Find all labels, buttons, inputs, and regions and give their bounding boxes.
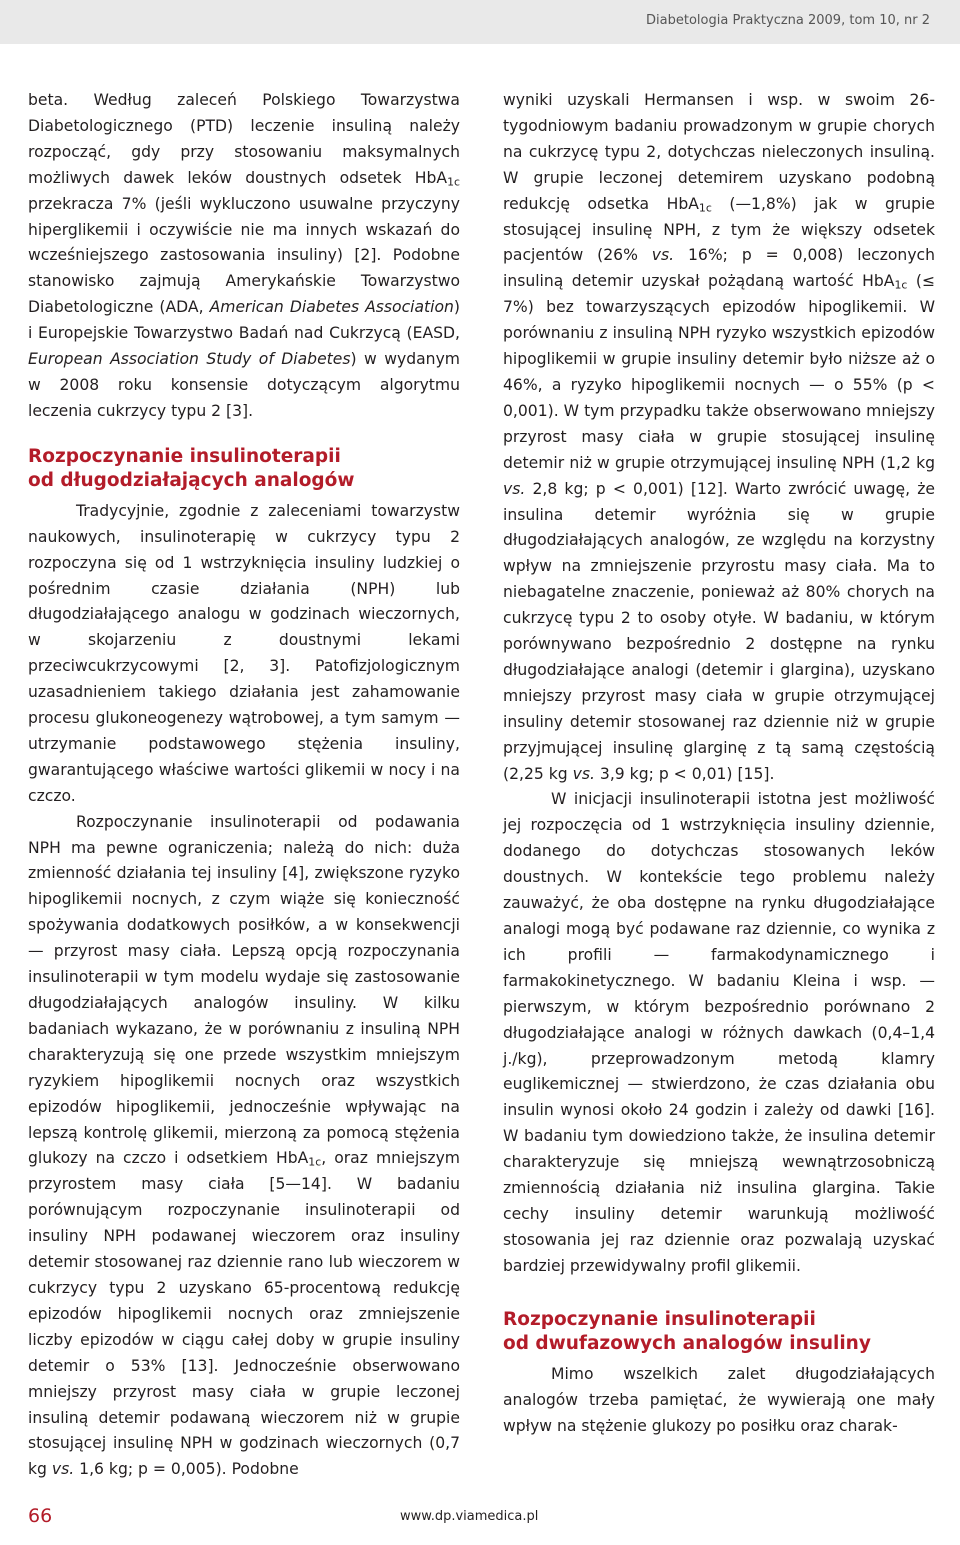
page-footer xyxy=(0,1485,960,1545)
journal-title: Diabetologia Praktyczna 2009, tom 10, nr 2 xyxy=(646,13,930,28)
paragraph: Tradycyjnie, zgodnie z zaleceniami towarzystw naukowych, insulinoterapię w cukrzycy typu 2 rozpoczyna się od 1 wstrzyknięcia insuliny ludzkiej o pośrednim czasie działania (NPH) lub długodziałającego analogu w godzinach wieczornych, w skojarzeniu z doustnymi lekami przeciwcukrzycowymi [2, 3]. Patofizjologicznym uzasadnieniem takiego działania jest zahamowanie procesu glukoneogenezy wątrobowej, a tym samym — utrzymanie podstawowego stężenia insuliny, gwarantującego właściwe wartości glikemii w nocy i na czczo. xyxy=(28,501,460,805)
paragraph: wyniki uzyskali Hermansen i wsp. w swoim 26-tygodniowym badaniu prowadzonym w grupie chorych na cukrzycę typu 2, dotychczas nieleczonych insuliną. W grupie leczonej detemirem uzyskano podobną redukcję odsetka HbA$_{1c}$ (—1,8%) jak w grupie stosującej insulinę NPH, z tym że większy odsetek pacjentów (26% vs. 16%; p = 0,008) leczonych insuliną detemir uzyskał pożądaną wartość HbA$_{1c}$ (≤ 7%) bez towarzyszących epizodów hipoglikemii. W porównaniu z insuliną NPH ryzyko wszystkich epizodów hipoglikemii w grupie insuliny detemir było niższe aż o 46%, a ryzyko hipoglikemii nocnych — o 55% (p < 0,001). W tym przypadku także obserwowano mniejszy przyrost masy ciała w grupie stosującej insulinę detemir niż w grupie otrzymującej insulinę NPH (1,2 kg vs. 2,8 kg; p < 0,001) [12]. Warto zwrócić uwagę, że insulina detemir wyróżnia się w grupie długodziałających analogów, ze względu na korzystny wpływ na zmniejszenie przyrostu masy ciała. Ma to niebagatelne znaczenie, ponieważ aż 80% chorych na cukrzycę typu 2 to osoby otyłe. W badaniu, w którym porównywano bezpośrednio 2 dostępne na rynku długodziałające analogi (detemir i glargina), uzyskano mniejszy przyrost masy ciała w grupie otrzymującej insuliny detemir stosowanej raz dziennie niż w grupie przyjmującej insulinę glarginę z tą samą częstością (2,25 kg vs. 3,9 kg; p < 0,01) [15]. xyxy=(503,91,936,783)
paragraph: Mimo wszelkich zalet długodziałających analogów trzeba pamiętać, że wywierają one mały wpływ na stężenie glukozy po posiłku oraz charak- xyxy=(503,1364,935,1435)
section-heading: Rozpoczynanie insulinoterapii od dwufazowych analogów insuliny xyxy=(503,1308,871,1354)
paragraph: Rozpoczynanie insulinoterapii od podawania NPH ma pewne ograniczenia; należą do nich: duża zmienność działania tej insuliny [4], zwiększone ryzyko hipoglikemii nocnych, z czym wiąże się konieczność spożywania dodatkowych posiłków, a w konsekwencji — przyrost masy ciała. Lepszą opcją rozpoczynania insulinoterapii w tym modelu wydaje się zastosowanie długodziałających analogów insuliny. W kilku badaniach wykazano, że w porównaniu z insuliną NPH charakteryzują się one przede wszystkim mniejszym ryzykiem hipoglikemii nocnych oraz wszystkich epizodów hipoglikemii, jednocześnie wpływając na lepszą kontrolę glikemii, mierzoną za pomocą stężenia glukozy na czczo i odsetkiem HbA$_{1c}$, oraz mniejszym przyrostem masy ciała [5—14]. W badaniu porównującym rozpoczynanie insulinoterapii od insuliny NPH podawanej wieczorem oraz insuliny detemir stosowanej raz dziennie rano lub wieczorem w cukrzycy typu 2 uzyskano 65-procentową redukcję epizodów hipoglikemii nocnych oraz zmniejszenie liczby epizodów w ciągu całej doby w grupie insuliny detemir o 53% [13]. Jednocześnie obserwowano mniejszy przyrost masy ciała w grupie leczonej insuliną detemir podawaną wieczorem niż w grupie stosującej insulinę NPH w godzinach wieczornych (0,7 kg vs. 1,6 kg; p = 0,005). Podobne xyxy=(28,812,461,1479)
running-header xyxy=(0,0,960,44)
right-column xyxy=(503,88,935,1439)
paragraph: beta. Według zaleceń Polskiego Towarzystwa Diabetologicznego (PTD) leczenie insuliną należy rozpocząć, gdy przy stosowaniu maksymalnych możliwych dawek leków doustnych odsetek HbA$_{1c}$ przekracza 7% (jeśli wykluczono usuwalne przyczyny hiperglikemii i oczywiście nie ma innych wskazań do wcześniejszego zastosowania insuliny) [2]. Podobne stanowisko zajmują Amerykańskie Towarzystwo Diabetologiczne (ADA, American Diabetes Association) i Europejskie Towarzystwo Badań nad Cukrzycą (EASD, European Association Study of Diabetes) w wydanym w 2008 roku konsensie dotyczącym algorytmu leczenia cukrzycy typu 2 [3]. xyxy=(28,91,460,420)
footer-url[interactable]: www.dp.viamedica.pl xyxy=(400,1509,539,1524)
page-number: 66 xyxy=(28,1505,53,1527)
section-heading: Rozpoczynanie insulinoterapii od długodziałających analogów xyxy=(28,445,355,491)
paragraph: W inicjacji insulinoterapii istotna jest możliwość jej rozpoczęcia od 1 wstrzyknięcia insuliny dziennie, dodanego do dotychczas stosowanych leków doustnych. W kontekście tego problemu należy zauważyć, że oba dostępne na rynku długodziałające analogi mogą być podawane raz dziennie, co wynika z ich profili — farmakodynamicznego i farmakokinetycznego. W badaniu Kleina i wsp. — pierwszym, w którym bezpośrednio porównano 2 długodziałające analogi w różnych dawkach (0,4–1,4 j./kg), przeprowadzonym metodą klamry euglikemicznej — stwierdzono, że czas działania obu insulin wynosi około 24 godzin i zależy od dawki [16]. W badaniu tym dowiedziono także, że insulina detemir charakteryzuje się mniejszą wewnątrzosobniczą zmiennością działania niż insulina glargina. Takie cechy insuliny detemir warunkują możliwość stosowania jej raz dziennie oraz pozwalają uzyskać bardziej przewidywalny profil glikemii. xyxy=(503,790,935,1275)
left-column xyxy=(28,88,460,1483)
